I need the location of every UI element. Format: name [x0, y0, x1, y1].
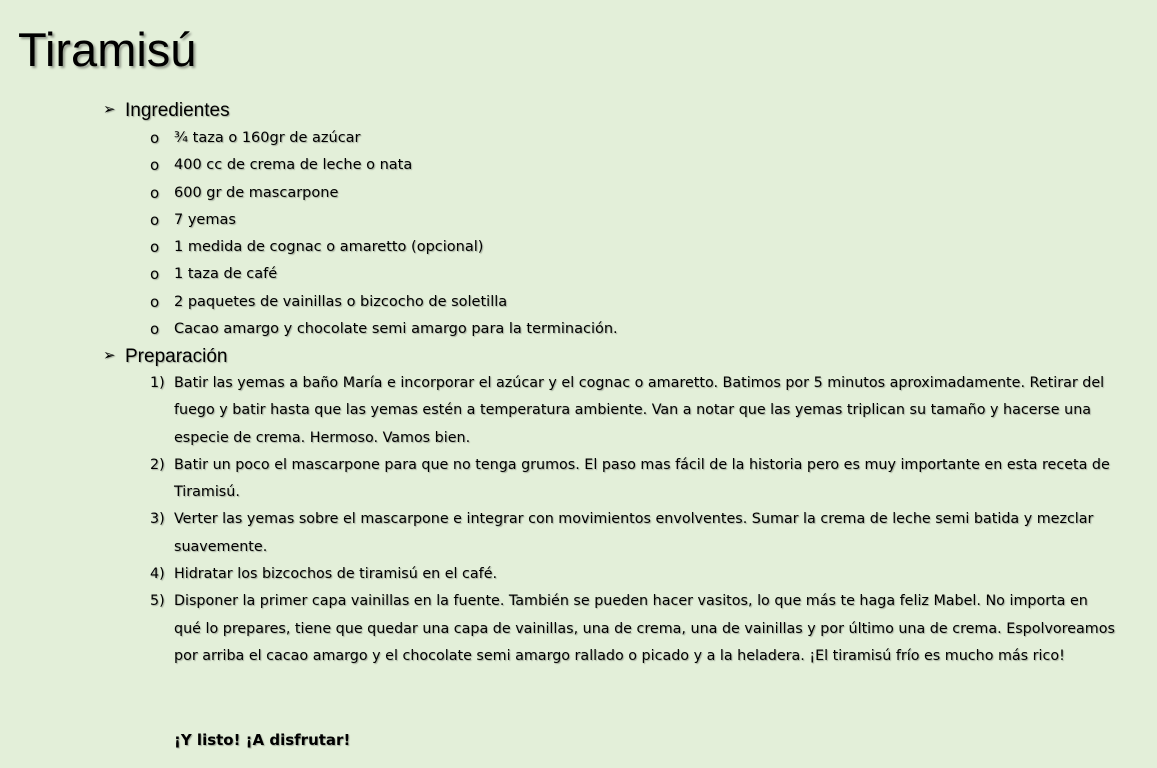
- list-item: [150, 289, 618, 316]
- ingredient-text: 1 taza de café: [174, 266, 278, 283]
- page-title: Tiramisú: [18, 23, 197, 76]
- closing-text: ¡Y listo! ¡A disfrutar!: [174, 731, 351, 749]
- circle-bullet-icon: o: [150, 129, 160, 147]
- list-item: [150, 125, 618, 152]
- step-number: 2): [150, 456, 165, 473]
- preparation-steps: [150, 370, 1115, 670]
- step-item: [150, 452, 1115, 507]
- step-text: Batir un poco el mascarpone para que no tenga grumos. El paso mas fácil de la historia pero es muy importante en esta receta de Tiramisú.: [174, 456, 1110, 501]
- list-item: [150, 261, 618, 288]
- preparacion-heading: Preparación: [125, 346, 228, 367]
- list-item: [150, 207, 618, 234]
- circle-bullet-icon: o: [150, 292, 160, 311]
- arrow-bullet-icon: ➢: [103, 347, 116, 364]
- ingredient-text: 400 cc de crema de leche o nata: [174, 157, 413, 174]
- list-item: [150, 152, 618, 179]
- list-item: [150, 234, 618, 261]
- step-text: Verter las yemas sobre el mascarpone e integrar con movimientos envolventes. Sumar la crema de leche semi batida y mezclar suavemente.: [174, 511, 1094, 555]
- step-number: 4): [150, 566, 165, 583]
- list-item: [150, 316, 618, 343]
- list-item: [150, 180, 618, 207]
- ingredient-text: ¾ taza o 160gr de azúcar: [174, 130, 361, 146]
- circle-bullet-icon: o: [150, 183, 160, 202]
- step-number: 1): [150, 375, 165, 391]
- ingredient-text: 1 medida de cognac o amaretto (opcional): [174, 239, 484, 256]
- step-item: [150, 588, 1115, 670]
- step-item: [150, 506, 1115, 561]
- ingredient-text: 600 gr de mascarpone: [174, 184, 339, 201]
- section-heading-ingredientes: [103, 99, 230, 123]
- step-item: [150, 561, 1115, 588]
- circle-bullet-icon: o: [150, 156, 160, 175]
- circle-bullet-icon: o: [150, 238, 160, 257]
- section-heading-preparacion: [103, 345, 227, 369]
- step-text: Batir las yemas a baño María e incorporar el azúcar y el cognac o amaretto. Batimos por 5 minutos aproximadamente. Retirar del fuego y batir hasta que las yemas estén a temperatura ambiente. Van a notar que las yemas triplican su tamaño y hacerse una especie de crema. Hermoso. Vamos bien.: [174, 375, 1105, 446]
- circle-bullet-icon: o: [150, 320, 160, 339]
- step-number: 3): [150, 511, 165, 528]
- ingredient-text: 7 yemas: [174, 211, 236, 228]
- ingredient-list: [150, 125, 618, 343]
- arrow-bullet-icon: ➢: [103, 101, 116, 118]
- step-text: Hidratar los bizcochos de tiramisú en el café.: [174, 566, 498, 583]
- circle-bullet-icon: o: [150, 210, 160, 229]
- ingredientes-heading: Ingredientes: [125, 100, 230, 121]
- ingredient-text: 2 paquetes de vainillas o bizcocho de soletilla: [174, 293, 508, 310]
- circle-bullet-icon: o: [150, 265, 160, 284]
- step-number: 5): [150, 593, 165, 610]
- ingredient-text: Cacao amargo y chocolate semi amargo para la terminación.: [174, 321, 618, 338]
- step-item: [150, 370, 1115, 452]
- step-text: Disponer la primer capa vainillas en la fuente. También se pueden hacer vasitos, lo que más te haga feliz Mabel. No importa en qué lo prepares, tiene que quedar una capa de vainillas, una de crema, una de vainillas y por último una de crema. Espolvoreamos por arriba el cacao amargo y el chocolate semi amargo rallado o picado y a la heladera. ¡El tiramisú frío es mucho más rico!: [174, 593, 1115, 664]
